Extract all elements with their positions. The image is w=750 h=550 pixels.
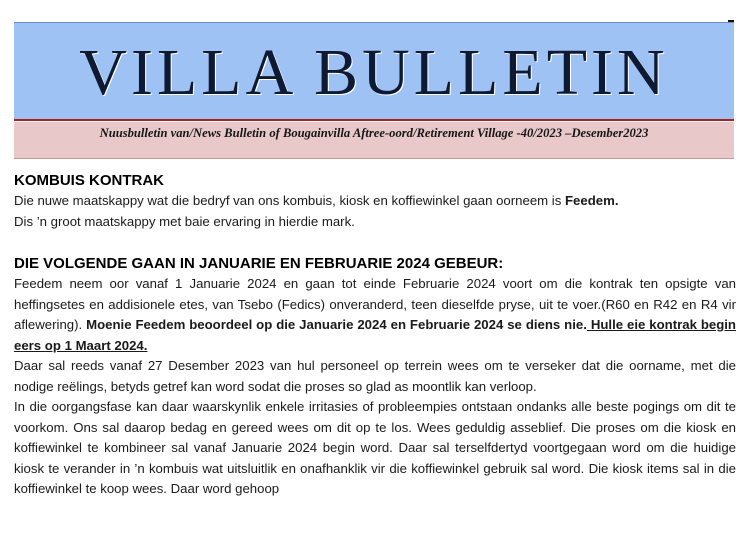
section1-line2: Dis ’n groot maatskappy met baie ervaring in hierdie mark. xyxy=(14,213,355,229)
section-heading-kombuis: KOMBUIS KONTRAK xyxy=(14,172,164,189)
section1-line1-text: Die nuwe maatskappy wat die bedryf van ons kombuis, kiosk en koffiewinkel gaan oorneem is xyxy=(14,193,565,208)
subtitle-band xyxy=(14,122,734,159)
section2-paragraph1 xyxy=(14,274,736,356)
masthead-divider xyxy=(14,119,734,121)
section-gap xyxy=(14,232,736,254)
bulletin-title: VILLA BULLETIN xyxy=(79,36,669,109)
section2-p1-bold: Moenie Feedem beoordeel op die Januarie 2024 en Februarie 2024 se diens nie. xyxy=(86,317,587,332)
section-heading-januarie: DIE VOLGENDE GAAN IN JANUARIE EN FEBRUARIE 2024 GEBEUR: xyxy=(14,255,504,272)
corner-mark xyxy=(728,20,734,22)
bulletin-subtitle: Nuusbulletin van/News Bulletin of Bougainvilla Aftree-oord/Retirement Village -40/2023 –Desember2023 xyxy=(99,126,649,140)
section2-p1-bold-underline: Hulle eie kontrak begin eers op 1 Maart 2024. xyxy=(14,317,736,353)
section2-paragraph3: In die oorgangsfase kan daar waarskynlik enkele irritasies of probleempies ontstaan ondanks alle beste pogings om dit te voorkom. Ons sal daarop bedag en gereed wees om dit op te los. Wees geduldig asseblief. Die proses om die kiosk en koffiewinkel te kombineer sal vanaf Januarie 2024 begin word. Daar sal terselfdertyd voortgegaan word om die huidige kiosk te verander in ’n kombuis wat uitsluitlik en onafhanklik vir die koffiewinkel gebruik sal word. Die kiosk items sal in die koffiewinkel te koop wees. Daar word gehoop xyxy=(14,399,736,496)
section1-line1 xyxy=(14,191,736,212)
company-name: Feedem. xyxy=(565,193,619,208)
section2-paragraph2: Daar sal reeds vanaf 27 Desember 2023 van hul personeel op terrein wees om te verseker dat die oorname, met die nodige reëlings, betyds getref kan word sodat die proses so glad as moontlik kan verloop. xyxy=(14,358,736,394)
section2-p1-text: Feedem neem oor vanaf 1 Januarie 2024 en gaan tot einde Februarie 2024 voort om die kontrak ten opsigte van heffingsetes en addisionele etes, van Tsebo (Fedics) onveranderd, teen dieselfde pryse, uit te voer.(R60 en R42 en R4 vir aflewering). xyxy=(14,276,736,332)
masthead-banner xyxy=(14,22,734,119)
bulletin-body xyxy=(14,171,736,500)
